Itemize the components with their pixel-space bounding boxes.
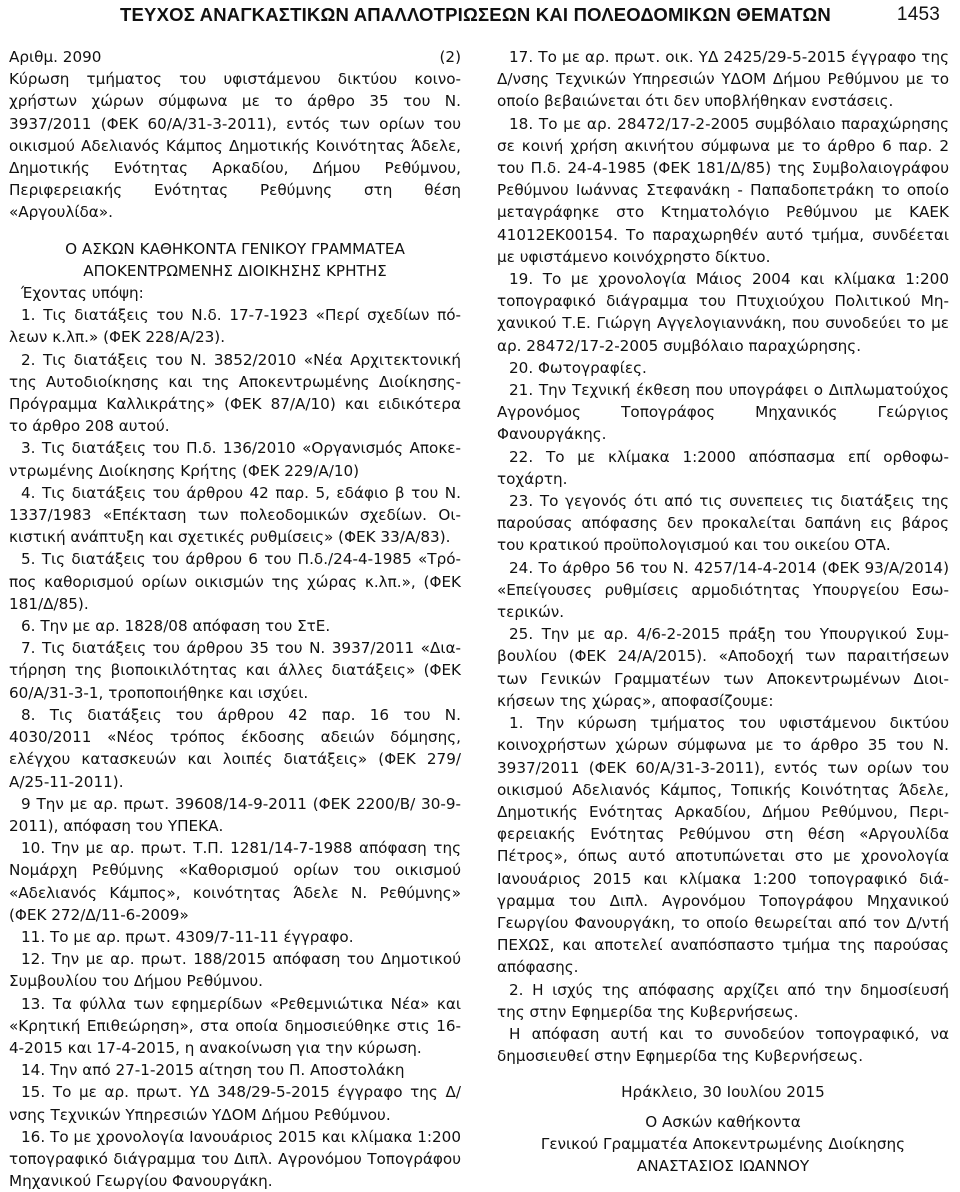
considering-item: 22. Το με κλίμακα 1:2000 απόσπασμα επί ορθοφωτοχάρτη. (497, 447, 949, 488)
publication-order: Η απόφαση αυτή και το συνοδεύον τοπογραφικό, να δημοσιευθεί στην Εφημερίδα της Κυβερνήσεως. (497, 1024, 949, 1066)
considering-item: 10. Την με αρ. πρωτ. Τ.Π. 1281/14-7-1988 απόφαση της Νομάρχη Ρεθύμνης «Καθορισμού ορίων του οικισμού «Αδελιανός Κάμπος», κοινότητας Άδελε Ν. Ρεθύμνης» (ΦΕΚ 272/Δ/11-6-2009» (9, 839, 461, 924)
considering-item: 18. Το με αρ. 28472/17-2-2005 συμβόλαιο παραχώρησης σε κοινή χρήση ακινήτου σύμφωνα με το άρθρο 6 παρ. 2 του Π.δ. 24-4-1985 (ΦΕΚ 181/Δ/85) της Συμβολαιογράφου Ρεθύμνου Ιωάννας Στεφανάκη - Παπαδοπετράκη το οποίο μεταγράφηκε στο Κτηματολόγιο Ρεθύμνου με ΚΑΕΚ 41012ΕΚ00154. Το παραχωρηθέν αυτό τμήμα, συνδέεται με υφιστάμενο κοινόχρηστο δίκτυο. (497, 114, 949, 266)
decision-subject: Κύρωση τμήματος του υφιστάμενου δικτύου κοινοχρήστων χώρων σύμφωνα με το άρθρο 35 του Ν. 3937/2011 (ΦΕΚ 60/Α/31-3-2011), εντός των ορίων του οικισμού Αδελιανός Κάμπος Δημοτικής Κοινότητας Άδελε, Δημοτικής Ενότητας Αρκαδίου, Δήμου Ρεθύμνου, Περιφερειακής Ενότητας Ρεθύμνης στη θέση «Αργουλίδα». (9, 70, 461, 222)
right-column (497, 46, 949, 1177)
left-column (9, 46, 461, 1192)
considering-item: 16. Το με χρονολογία Ιανουάριος 2015 και κλίμακα 1:200 τοπογραφικό διάγραμμα του Διπλ. Αγρονόμου Τοπογράφου Μηχανικού Γεωργίου Φανουργάκη. (9, 1127, 461, 1191)
decision-article-1: 1. Την κύρωση τμήματος του υφιστάμενου δικτύου κοινοχρήστων χώρων σύμφωνα με το άρθρο 35 του Ν. 3937/2011 (ΦΕΚ 60/Α/31-3-2011), εντός των ορίων του οικισμού Αδελιανός Κάμπος, Τοπικής Κοινότητας Άδελε, Δημοτικής Ενότητας Αρκαδίου, Δήμου Ρεθύμνου, Περιφερειακής Ενότητας Ρεθύμνου στη θέση «Αργουλίδα Πέτρος», όπως αυτό αποτυπώνεται στο με χρονολογία Ιανουάριος 2015 και κλίμακα 1:200 τοπογραφικό διάγραμμα του Διπλ. Αγρονόμου Τοπογράφου Μηχανικού Γεωργίου Φανουργάκη, το οποίο θεωρείται από τον Δ/ντή ΠΕΧΩΣ, και αποτελεί αναπόσπαστο τμήμα της παρούσας απόφασης. (497, 714, 949, 977)
considering-item: 15. Το με αρ. πρωτ. ΥΔ 348/29-5-2015 έγγραφο της Δ/νσης Τεχνικών Υπηρεσιών ΥΔΟΜ Δήμου Ρεθύμνου. (9, 1083, 461, 1124)
considering-label: Έχοντας υπόψη: (21, 284, 144, 303)
decision-article-2: 2. Η ισχύς της απόφασης αρχίζει από την δημοσίευσή της στην Εφημερίδα της Κυβερνήσεως. (497, 980, 949, 1021)
considering-item: 13. Τα φύλλα των εφημερίδων «Ρεθεμνιώτικα Νέα» και «Κρητική Επιθεώρηση», στα οποία δημοσιεύθηκε στις 16-4-2015 και 17-4-2015, η ανακοίνωση για την κύρωση. (9, 994, 461, 1057)
decision-number-line (9, 46, 461, 68)
issue-title: ΤΕΥΧΟΣ ΑΝΑΓΚΑΣΤΙΚΩΝ ΑΠΑΛΛΟΤΡΙΩΣΕΩΝ ΚΑΙ ΠΟΛΕΟΔΟΜΙΚΩΝ ΘΕΜΑΤΩΝ (120, 4, 831, 25)
considering-item: 4. Τις διατάξεις του άρθρου 42 παρ. 5, εδάφιο β του Ν. 1337/1983 «Επέκταση των πολεοδομικών σχεδίων. Οικιστική ανάπτυξη και σχετικές ρυθμίσεις» (ΦΕΚ 33/Α/83). (9, 483, 461, 547)
considering-item: 8. Τις διατάξεις του άρθρου 42 παρ. 16 του Ν. 4030/2011 «Νέος τρόπος έκδοσης αδειών δόμησης, ελέγχου κατασκευών και λοιπές διατάξεις» (ΦΕΚ 279/Α/25-11-2011). (9, 705, 461, 791)
considering-item: 3. Τις διατάξεις του Π.δ. 136/2010 «Οργανισμός Αποκεντρωμένης Διοίκησης Κρήτης (ΦΕΚ 229/Α/10) (9, 439, 461, 480)
considering-item: 19. Το με χρονολογία Μάιος 2004 και κλίμακα 1:200 τοπογραφικό διάγραμμα του Πτυχιούχου Πολιτικού Μηχανικού Τ.Ε. Γιώργη Αγγελογιαννάκη, που συνοδεύει το με αρ. 28472/17-2-2005 συμβόλαιο παραχώρησης. (497, 270, 949, 355)
considering-item: 1. Τις διατάξεις του Ν.δ. 17-7-1923 «Περί σχεδίων πόλεων κ.λπ.» (ΦΕΚ 228/Α/23). (9, 306, 461, 347)
considering-item: 12. Την με αρ. πρωτ. 188/2015 απόφαση του Δημοτικού Συμβουλίου του Δήμου Ρεθύμνου. (9, 950, 461, 991)
considering-item: 14. Την από 27-1-2015 αίτηση του Π. Αποστολάκη (21, 1061, 405, 1080)
considering-item: 5. Τις διατάξεις του άρθρου 6 του Π.δ./24-4-1985 «Τρόπος καθορισμού ορίων οικισμών της χώρας κ.λπ.», (ΦΕΚ 181/Δ/85). (9, 550, 461, 613)
signer-role-line-1: Ο Ασκών καθήκοντα (645, 1112, 801, 1131)
considering-item: 20. Φωτογραφίες. (509, 358, 647, 377)
page-header (20, 4, 940, 34)
considering-item: 21. Την Τεχνική έκθεση που υπογράφει ο Διπλωματούχος Αγρονόμος Τοπογράφος Μηχανικός Γεώργιος Φανουργάκης. (497, 381, 949, 444)
considering-item: 11. Το με αρ. πρωτ. 4309/7-11-11 έγγραφο. (21, 927, 354, 946)
considering-item: 25. Την με αρ. 4/6-2-2015 πράξη του Υπουργικού Συμβουλίου (ΦΕΚ 24/Α/2015). «Αποδοχή των παραιτήσεων των Γενικών Γραμματέων των Αποκεντρωμένων Διοικήσεων της χώρας», αποφασίζουμε: (497, 625, 949, 710)
decision-sequence: (2) (439, 48, 461, 66)
considering-item: 17. Το με αρ. πρωτ. οικ. ΥΔ 2425/29-5-2015 έγγραφο της Δ/νσης Τεχνικών Υπηρεσιών ΥΔΟΜ Δήμου Ρεθύμνου με το οποίο βεβαιώνεται ότι δεν υποβλήθηκαν ενστάσεις. (497, 48, 949, 111)
decision-number: Αριθμ. 2090 (9, 48, 102, 66)
considering-item: 23. Το γεγονός ότι από τις συνεπειες τις διατάξεις της παρούσας απόφασης δεν προκαλείται δαπάνη εις βάρος του κρατικού προϋπολογισμού και του οικείου ΟΤΑ. (497, 492, 949, 555)
signer-role-line-2: Γενικού Γραμματέα Αποκεντρωμένης Διοίκησης (540, 1134, 906, 1153)
considering-item: 6. Την με αρ. 1828/08 απόφαση του ΣτΕ. (21, 617, 331, 636)
considering-item: 2. Τις διατάξεις του Ν. 3852/2010 «Νέα Αρχιτεκτονική της Αυτοδιοίκησης και της Αποκεντρωμένης Διοίκησης-Πρόγραμμα Καλλικράτης» (ΦΕΚ 87/Α/10) και ειδικότερα το άρθρο 208 αυτού. (9, 350, 461, 436)
considering-item: 7. Τις διατάξεις του άρθρου 35 του Ν. 3937/2011 «Διατήρηση της βιοποικιλότητας και άλλες διατάξεις» (ΦΕΚ 60/Α/31-3-1, τροποποιήθηκε και ισχύει. (9, 639, 461, 702)
issuer-heading-line-1: Ο ΑΣΚΩΝ ΚΑΘΗΚΟΝΤΑ ΓΕΝΙΚΟΥ ΓΡΑΜΜΑΤΕΑ (65, 239, 405, 258)
considering-item: 24. Το άρθρο 56 του Ν. 4257/14-4-2014 (ΦΕΚ 93/Α/2014) «Επείγουσες ρυθμίσεις αρμοδιότητας Υπουργείου Εσωτερικών. (497, 558, 949, 622)
page-number: 1453 (896, 4, 940, 25)
signer-name: ΑΝΑΣΤΑΣΙΟΣ ΙΩΑΝΝΟΥ (636, 1156, 810, 1175)
place-and-date: Ηράκλειο, 30 Ιουλίου 2015 (621, 1083, 825, 1102)
considering-item: 9 Την με αρ. πρωτ. 39608/14-9-2011 (ΦΕΚ 2200/Β/ 30-9-2011), απόφαση του ΥΠΕΚΑ. (9, 794, 461, 835)
issuer-heading-line-2: ΑΠΟΚΕΝΤΡΩΜΕΝΗΣ ΔΙΟΙΚΗΣΗΣ ΚΡΗΤΗΣ (83, 261, 387, 280)
